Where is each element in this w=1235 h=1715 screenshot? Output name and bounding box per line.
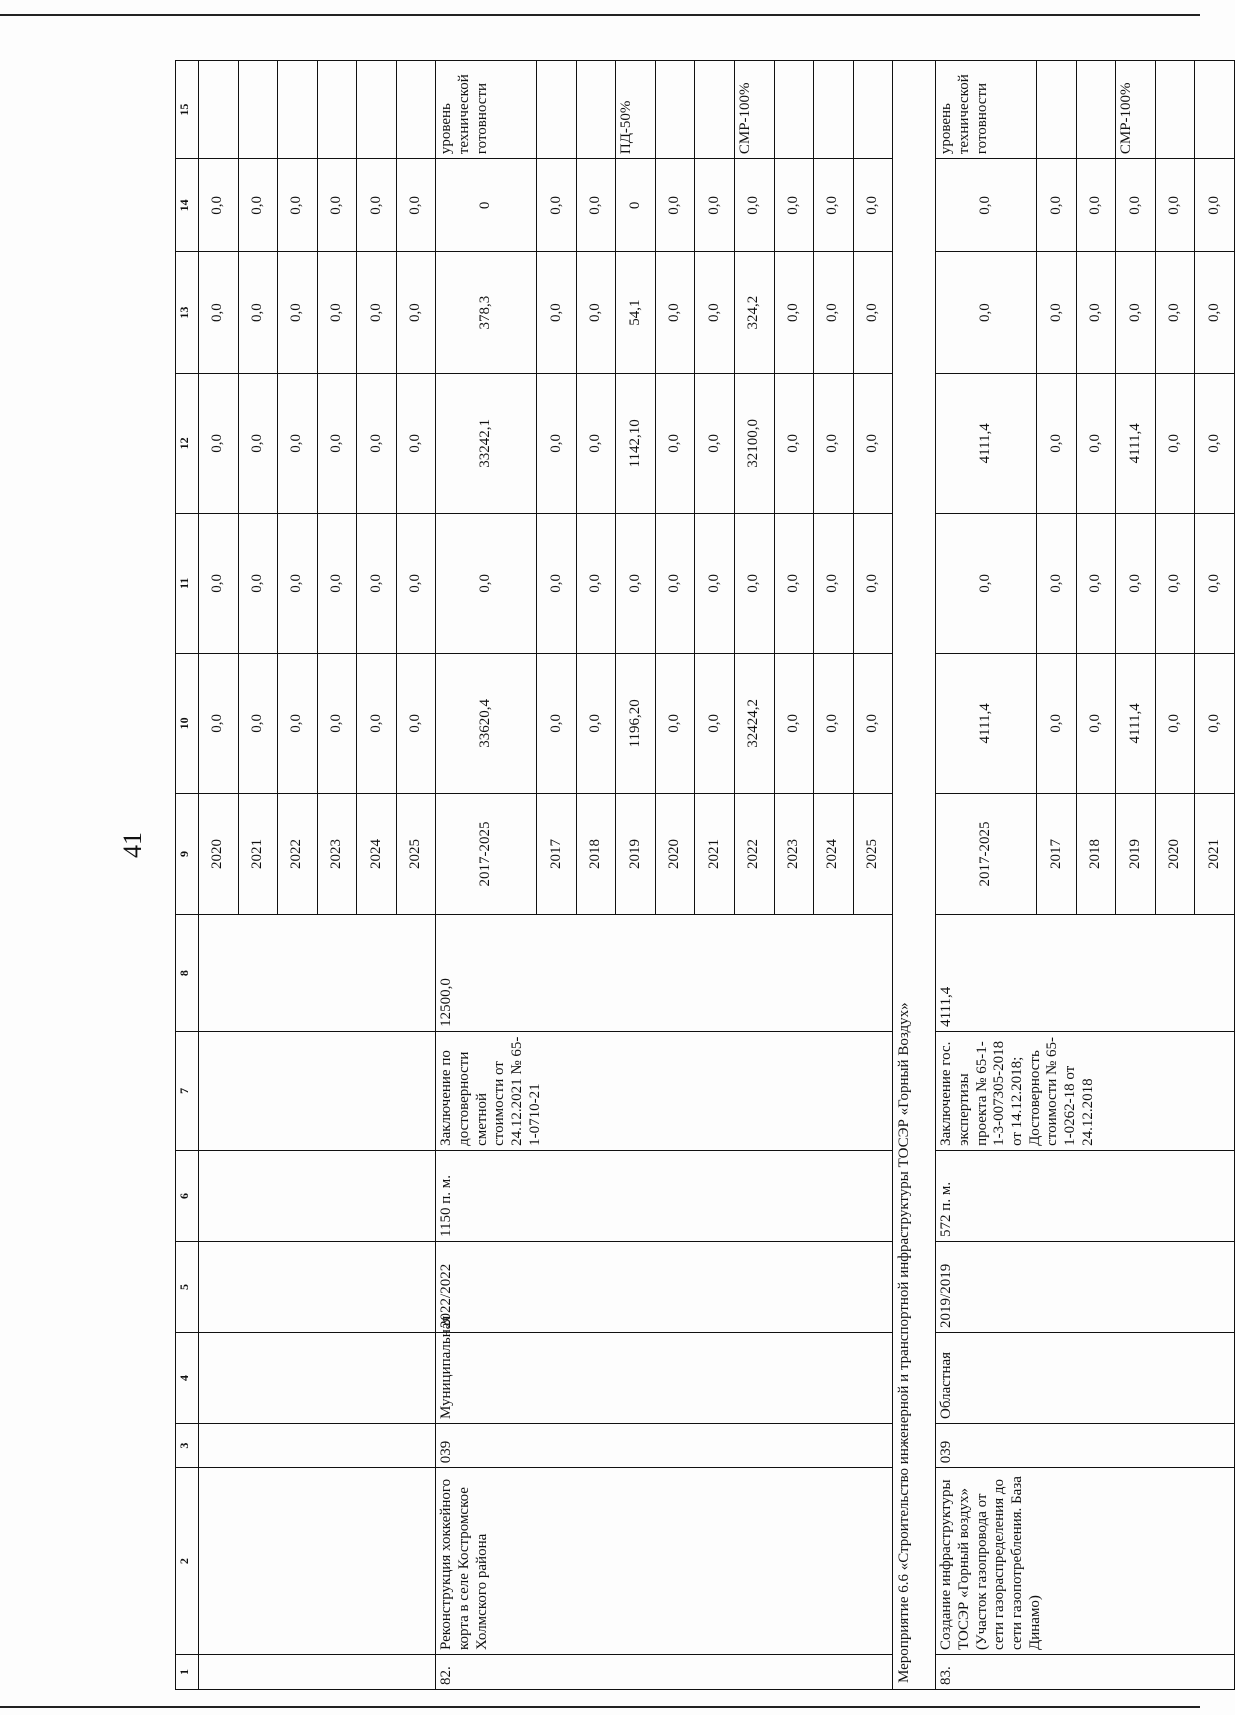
cell-c14: 0,0 — [655, 159, 695, 252]
cell-c11: 0,0 — [695, 513, 735, 653]
item-name: Реконструкция хоккейного корта в селе Костромское Холмского района — [436, 1468, 893, 1655]
cell-c13: 0,0 — [278, 252, 318, 373]
cell-c11: 0,0 — [238, 513, 278, 653]
item-number: 82. — [436, 1655, 893, 1690]
cell-c15 — [199, 61, 239, 159]
cell-c15: ПД-50% — [616, 61, 656, 159]
cell-year: 2023 — [774, 793, 814, 914]
cell-c15 — [814, 61, 854, 159]
cell-c12: 0,0 — [317, 373, 357, 513]
cell-c13: 54,1 — [616, 252, 656, 373]
cell-c14: 0 — [616, 159, 656, 252]
cell-year: 2023 — [317, 793, 357, 914]
cell-c11: 0,0 — [1155, 513, 1195, 653]
cell-c14: 0,0 — [814, 159, 854, 252]
empty-cell-col-6 — [199, 1150, 436, 1241]
scan-top-edge — [0, 14, 1200, 16]
investment-program-table — [175, 60, 1235, 1690]
item-number: 83. — [936, 1655, 1235, 1690]
item-name: Создание инфраструктуры ТОСЭР «Горный воздух» (Участок газопровода от сети газораспределения до сети газопотребления. База Динамо) — [936, 1468, 1235, 1655]
column-header-1: 1 — [176, 1655, 199, 1690]
cell-c11: 0,0 — [436, 513, 537, 653]
cell-c10: 0,0 — [853, 653, 893, 793]
cell-c13: 0,0 — [1116, 252, 1156, 373]
cell-c11: 0,0 — [576, 513, 616, 653]
table-row — [436, 61, 537, 1690]
cell-c15 — [1076, 61, 1116, 159]
cell-c12: 0,0 — [357, 373, 397, 513]
cell-c12: 0,0 — [537, 373, 577, 513]
empty-cell-col-1 — [199, 1655, 436, 1690]
item-cost: 4111,4 — [936, 915, 1235, 1032]
cell-c15 — [278, 61, 318, 159]
column-header-5: 5 — [176, 1241, 199, 1332]
cell-c13: 0,0 — [238, 252, 278, 373]
column-header-12: 12 — [176, 373, 199, 513]
cell-year: 2024 — [357, 793, 397, 914]
cell-c15 — [357, 61, 397, 159]
item-cost: 12500,0 — [436, 915, 893, 1032]
cell-c11: 0,0 — [1195, 513, 1235, 653]
cell-c14: 0,0 — [853, 159, 893, 252]
item-period: 2019/2019 — [936, 1241, 1235, 1332]
column-header-6: 6 — [176, 1150, 199, 1241]
cell-c12: 0,0 — [655, 373, 695, 513]
page-number: 41 — [118, 832, 147, 858]
cell-c13: 0,0 — [1155, 252, 1195, 373]
item-document: Заключение гос. экспертизы проекта № 65-1-1-3-007305-2018 от 14.12.2018; Достоверность стоимости № 65-1-0262-18 от 24.12.2018 — [936, 1031, 1235, 1150]
cell-c10: 0,0 — [655, 653, 695, 793]
cell-c14: 0,0 — [317, 159, 357, 252]
cell-c14: 0,0 — [278, 159, 318, 252]
cell-year: 2017-2025 — [936, 793, 1037, 914]
cell-c12: 0,0 — [1037, 373, 1077, 513]
cell-c14: 0,0 — [1155, 159, 1195, 252]
cell-c10: 0,0 — [1037, 653, 1077, 793]
cell-year: 2022 — [735, 793, 775, 914]
column-header-10: 10 — [176, 653, 199, 793]
cell-year: 2025 — [396, 793, 436, 914]
cell-c10: 0,0 — [1076, 653, 1116, 793]
empty-cell-col-5 — [199, 1241, 436, 1332]
item-ownership: Муниципальная — [436, 1332, 893, 1423]
cell-c14: 0,0 — [238, 159, 278, 252]
cell-year: 2021 — [1195, 793, 1235, 914]
item-ownership: Областная — [936, 1332, 1235, 1423]
cell-year: 2025 — [853, 793, 893, 914]
cell-c10: 0,0 — [278, 653, 318, 793]
cell-year: 2019 — [1116, 793, 1156, 914]
empty-cell-col-4 — [199, 1332, 436, 1423]
cell-year: 2021 — [238, 793, 278, 914]
cell-c13: 0,0 — [537, 252, 577, 373]
cell-c10: 0,0 — [537, 653, 577, 793]
cell-c12: 0,0 — [774, 373, 814, 513]
cell-year: 2017 — [1037, 793, 1077, 914]
cell-year: 2017-2025 — [436, 793, 537, 914]
cell-year: 2022 — [278, 793, 318, 914]
scan-bottom-edge — [0, 1706, 1200, 1708]
cell-c13: 324,2 — [735, 252, 775, 373]
cell-c14: 0,0 — [774, 159, 814, 252]
cell-c12: 1142,10 — [616, 373, 656, 513]
cell-c15: уровень технической готовности — [436, 61, 537, 159]
cell-c10: 0,0 — [1195, 653, 1235, 793]
column-header-11: 11 — [176, 513, 199, 653]
cell-c10: 32424,2 — [735, 653, 775, 793]
cell-c10: 1196,20 — [616, 653, 656, 793]
cell-c15 — [655, 61, 695, 159]
item-period: 2022/2022 — [436, 1241, 893, 1332]
cell-c11: 0,0 — [396, 513, 436, 653]
cell-c11: 0,0 — [735, 513, 775, 653]
cell-c14: 0,0 — [537, 159, 577, 252]
cell-c15: уровень технической готовности — [936, 61, 1037, 159]
cell-c10: 0,0 — [317, 653, 357, 793]
cell-year: 2017 — [537, 793, 577, 914]
cell-c15 — [576, 61, 616, 159]
cell-year: 2018 — [576, 793, 616, 914]
cell-c12: 0,0 — [576, 373, 616, 513]
column-header-3: 3 — [176, 1423, 199, 1467]
cell-c13: 0,0 — [1037, 252, 1077, 373]
cell-c12: 0,0 — [695, 373, 735, 513]
cell-c12: 4111,4 — [1116, 373, 1156, 513]
cell-c11: 0,0 — [814, 513, 854, 653]
cell-c14: 0,0 — [199, 159, 239, 252]
cell-c13: 0,0 — [655, 252, 695, 373]
empty-cell-col-8 — [199, 915, 436, 1032]
cell-c14: 0,0 — [1076, 159, 1116, 252]
cell-c13: 0,0 — [396, 252, 436, 373]
cell-c15 — [1037, 61, 1077, 159]
item-code: 039 — [936, 1423, 1235, 1467]
cell-c13: 0,0 — [576, 252, 616, 373]
cell-c14: 0,0 — [1195, 159, 1235, 252]
cell-c12: 0,0 — [814, 373, 854, 513]
cell-c10: 0,0 — [238, 653, 278, 793]
cell-c10: 0,0 — [199, 653, 239, 793]
cell-c15 — [238, 61, 278, 159]
cell-year: 2020 — [1155, 793, 1195, 914]
column-header-4: 4 — [176, 1332, 199, 1423]
cell-c12: 0,0 — [199, 373, 239, 513]
cell-c14: 0,0 — [1037, 159, 1077, 252]
item-code: 039 — [436, 1423, 893, 1467]
cell-c11: 0,0 — [199, 513, 239, 653]
cell-c11: 0,0 — [1116, 513, 1156, 653]
item-document: Заключение по достоверности сметной стоимости от 24.12.2021 № 65-1-0710-21 — [436, 1031, 893, 1150]
cell-c11: 0,0 — [1076, 513, 1116, 653]
cell-c12: 33242,1 — [436, 373, 537, 513]
empty-cell-col-3 — [199, 1423, 436, 1467]
cell-c12: 0,0 — [1076, 373, 1116, 513]
cell-c13: 0,0 — [936, 252, 1037, 373]
cell-c13: 0,0 — [695, 252, 735, 373]
column-number-header — [176, 61, 199, 1690]
cell-year: 2019 — [616, 793, 656, 914]
cell-c13: 0,0 — [317, 252, 357, 373]
cell-c14: 0,0 — [576, 159, 616, 252]
cell-c12: 0,0 — [396, 373, 436, 513]
cell-c11: 0,0 — [357, 513, 397, 653]
cell-year: 2018 — [1076, 793, 1116, 914]
cell-c15: СМР-100% — [1116, 61, 1156, 159]
cell-c10: 4111,4 — [936, 653, 1037, 793]
cell-c10: 0,0 — [576, 653, 616, 793]
cell-c15 — [695, 61, 735, 159]
item-capacity: 1150 п. м. — [436, 1150, 893, 1241]
cell-c11: 0,0 — [537, 513, 577, 653]
cell-c11: 0,0 — [853, 513, 893, 653]
cell-c15: СМР-100% — [735, 61, 775, 159]
cell-c15 — [396, 61, 436, 159]
cell-c12: 0,0 — [238, 373, 278, 513]
cell-c11: 0,0 — [616, 513, 656, 653]
cell-c15 — [537, 61, 577, 159]
cell-c13: 0,0 — [199, 252, 239, 373]
cell-c10: 0,0 — [357, 653, 397, 793]
cell-c12: 0,0 — [1195, 373, 1235, 513]
cell-c12: 0,0 — [278, 373, 318, 513]
cell-c14: 0,0 — [735, 159, 775, 252]
cell-c13: 0,0 — [814, 252, 854, 373]
cell-c13: 0,0 — [357, 252, 397, 373]
cell-c10: 0,0 — [814, 653, 854, 793]
cell-year: 2020 — [655, 793, 695, 914]
column-header-2: 2 — [176, 1468, 199, 1655]
cell-c12: 32100,0 — [735, 373, 775, 513]
cell-c15 — [1155, 61, 1195, 159]
section-row — [893, 61, 936, 1690]
cell-c14: 0,0 — [396, 159, 436, 252]
cell-c10: 0,0 — [774, 653, 814, 793]
item-capacity: 572 п. м. — [936, 1150, 1235, 1241]
section-title: Мероприятие 6.6 «Строительство инженерной и транспортной инфраструктуры ТОСЭР «Горный Воздух» — [893, 61, 936, 1690]
cell-c13: 0,0 — [774, 252, 814, 373]
column-header-9: 9 — [176, 793, 199, 914]
cell-c12: 4111,4 — [936, 373, 1037, 513]
table-row — [199, 61, 239, 1690]
cell-c14: 0,0 — [357, 159, 397, 252]
cell-c10: 0,0 — [695, 653, 735, 793]
cell-c12: 0,0 — [853, 373, 893, 513]
cell-c15 — [853, 61, 893, 159]
cell-c11: 0,0 — [1037, 513, 1077, 653]
cell-c14: 0,0 — [1116, 159, 1156, 252]
cell-c13: 0,0 — [1195, 252, 1235, 373]
cell-c10: 4111,4 — [1116, 653, 1156, 793]
column-header-8: 8 — [176, 915, 199, 1032]
column-header-7: 7 — [176, 1031, 199, 1150]
column-header-14: 14 — [176, 159, 199, 252]
cell-c10: 0,0 — [1155, 653, 1195, 793]
cell-c13: 378,3 — [436, 252, 537, 373]
cell-year: 2024 — [814, 793, 854, 914]
cell-c14: 0 — [436, 159, 537, 252]
empty-cell-col-7 — [199, 1031, 436, 1150]
cell-c10: 33620,4 — [436, 653, 537, 793]
table-row — [936, 61, 1037, 1690]
cell-c11: 0,0 — [655, 513, 695, 653]
rotated-table-wrapper — [175, 60, 1235, 1690]
cell-c13: 0,0 — [853, 252, 893, 373]
cell-c15 — [774, 61, 814, 159]
cell-c11: 0,0 — [317, 513, 357, 653]
cell-year: 2020 — [199, 793, 239, 914]
cell-c11: 0,0 — [936, 513, 1037, 653]
column-header-15: 15 — [176, 61, 199, 159]
empty-cell-col-2 — [199, 1468, 436, 1655]
cell-c12: 0,0 — [1155, 373, 1195, 513]
cell-c14: 0,0 — [695, 159, 735, 252]
cell-year: 2021 — [695, 793, 735, 914]
column-header-13: 13 — [176, 252, 199, 373]
cell-c10: 0,0 — [396, 653, 436, 793]
cell-c13: 0,0 — [1076, 252, 1116, 373]
cell-c14: 0,0 — [936, 159, 1037, 252]
cell-c11: 0,0 — [774, 513, 814, 653]
cell-c11: 0,0 — [278, 513, 318, 653]
cell-c15 — [317, 61, 357, 159]
cell-c15 — [1195, 61, 1235, 159]
